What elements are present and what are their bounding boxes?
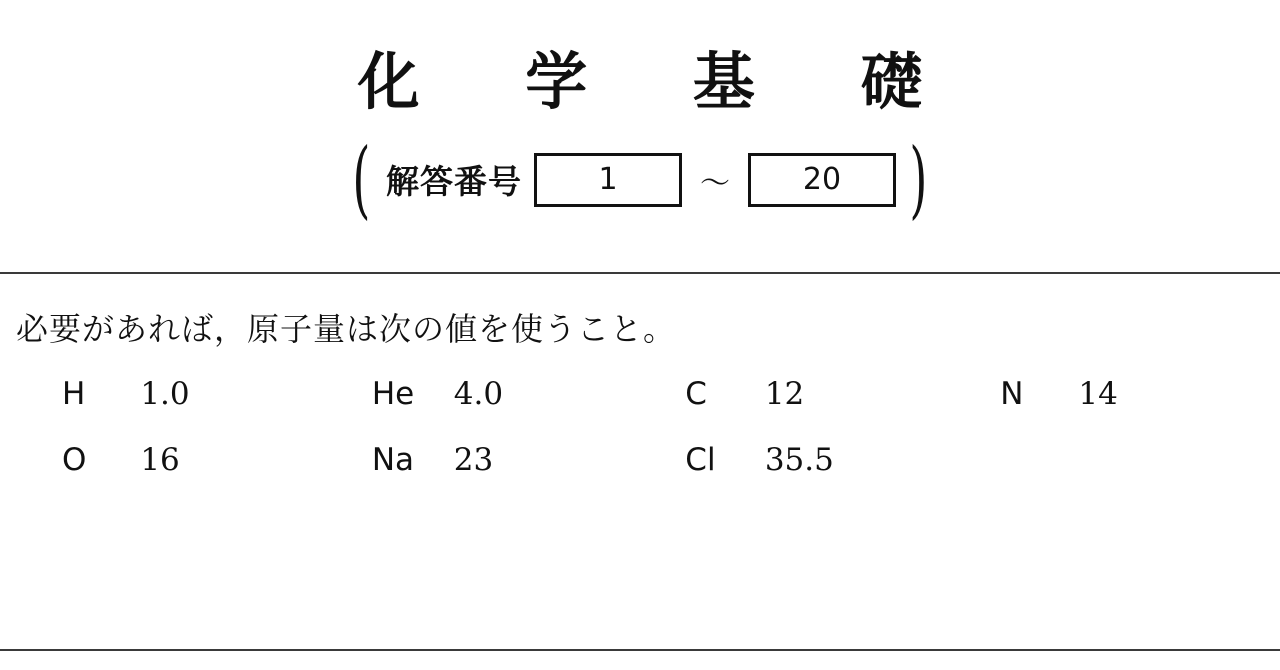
table-row xyxy=(16,416,1262,482)
close-paren: ) xyxy=(909,130,928,229)
answer-number-line xyxy=(0,130,1280,229)
range-symbol: ～ xyxy=(700,165,730,201)
element-mass xyxy=(1078,416,1262,482)
title-block xyxy=(0,0,1280,229)
element-mass: 4.0 xyxy=(453,375,504,412)
first-answer-number-box: 1 xyxy=(534,153,682,207)
note-instruction: 必要があれば，原子量は次の値を使うこと。 xyxy=(16,309,677,348)
element-symbol: H xyxy=(62,375,86,412)
atomic-mass-note xyxy=(0,274,1280,482)
atomic-mass-table xyxy=(16,372,1262,482)
element-symbol: He xyxy=(371,375,415,412)
last-answer-number-box: 20 xyxy=(748,153,896,207)
element-symbol: Cl xyxy=(685,441,716,478)
element-mass: 1.0 xyxy=(140,375,190,412)
element-symbol: C xyxy=(685,375,707,412)
table-row xyxy=(16,372,1262,416)
element-symbol: Na xyxy=(371,441,415,478)
element-mass: 35.5 xyxy=(764,441,834,478)
element-mass: 14 xyxy=(1078,375,1118,412)
element-symbol: N xyxy=(1000,375,1024,412)
page-title: 化 学 基 礎 xyxy=(357,45,965,118)
answer-number-label: 解答番号 xyxy=(386,162,522,202)
element-mass: 12 xyxy=(764,375,805,412)
element-mass: 16 xyxy=(140,441,180,478)
element-symbol: O xyxy=(62,441,87,478)
element-mass: 23 xyxy=(453,441,494,478)
open-paren: ( xyxy=(352,130,371,229)
element-symbol xyxy=(954,416,1078,482)
divider-bottom xyxy=(0,649,1280,651)
